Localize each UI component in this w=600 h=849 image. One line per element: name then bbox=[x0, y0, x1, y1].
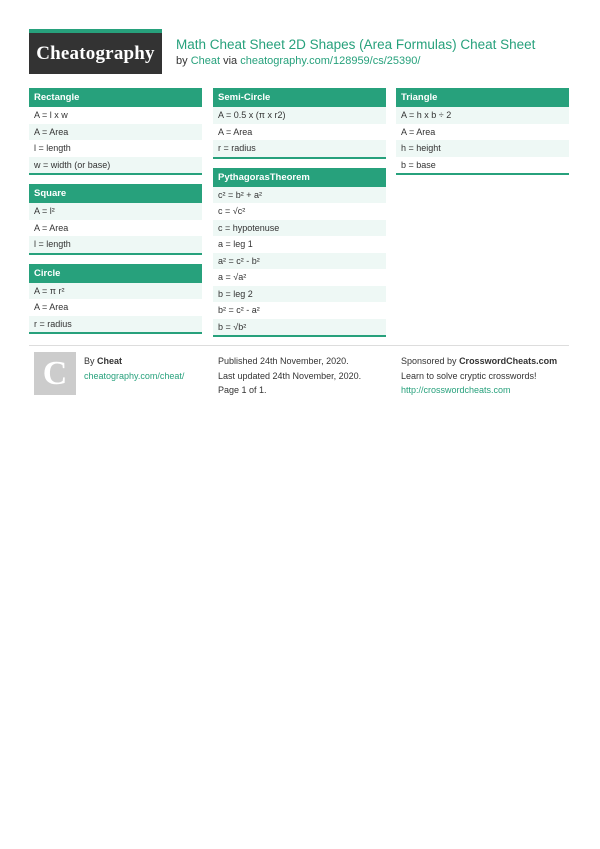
column-3 bbox=[396, 88, 569, 184]
section-circle bbox=[29, 264, 202, 335]
sheet-url-link[interactable]: cheatography.com/128959/cs/25390/ bbox=[240, 55, 421, 67]
formula-row: a = √a² bbox=[218, 272, 247, 282]
formula-row: h = height bbox=[396, 140, 569, 157]
section-triangle bbox=[396, 88, 569, 175]
formula-row: A = 0.5 x (π x r2) bbox=[213, 107, 386, 124]
sponsor-name: CrosswordCheats.com bbox=[459, 356, 558, 366]
section-title: Rectangle bbox=[29, 88, 202, 107]
updated-date: Last updated 24th November, 2020. bbox=[218, 370, 362, 381]
footer-dates bbox=[218, 354, 361, 398]
by-label: by bbox=[176, 55, 188, 67]
formula-row: w = width (or base) bbox=[29, 157, 202, 174]
via-label: via bbox=[223, 55, 238, 67]
formula-row: A = Area bbox=[34, 222, 69, 233]
formula-row: c = hypotenuse bbox=[213, 220, 386, 237]
sponsored-label: Sponsored by bbox=[401, 356, 457, 366]
formula-row: b² = c² - a² bbox=[218, 305, 260, 315]
column-2 bbox=[213, 88, 386, 346]
column-1 bbox=[29, 88, 202, 343]
section-semi-circle bbox=[213, 88, 386, 159]
published-date: Published 24th November, 2020. bbox=[218, 356, 349, 366]
formula-row: b = √b² bbox=[213, 319, 386, 336]
section-square bbox=[29, 184, 202, 255]
sheet-title[interactable]: Math Cheat Sheet 2D Shapes (Area Formulas) Cheat Sheet bbox=[176, 37, 536, 52]
page-number: Page 1 of 1. bbox=[218, 385, 267, 395]
formula-row: b = base bbox=[401, 159, 436, 170]
formula-row: A = l x w bbox=[34, 110, 68, 120]
section-rectangle bbox=[29, 88, 202, 175]
footer-sponsor bbox=[401, 354, 557, 398]
formula-row: c = √c² bbox=[218, 206, 246, 216]
section-title: Circle bbox=[29, 264, 202, 283]
formula-row: c² = b² + a² bbox=[213, 187, 386, 204]
formula-row: A = h x b ÷ 2 bbox=[396, 107, 569, 124]
logo-text: Cheatography bbox=[36, 42, 155, 64]
formula-row: l = length bbox=[34, 143, 71, 153]
formula-row: A = Area bbox=[218, 126, 253, 137]
author-link[interactable]: Cheat bbox=[190, 55, 221, 67]
formula-row: b = leg 2 bbox=[213, 286, 386, 303]
section-title: PythagorasTheorem bbox=[213, 168, 386, 187]
formula-row: a = leg 1 bbox=[218, 239, 253, 249]
formula-row: r = radius bbox=[213, 140, 386, 157]
sponsor-tagline: Learn to solve cryptic crosswords! bbox=[401, 370, 537, 381]
footer-by-label: By bbox=[84, 356, 95, 366]
footer-author-link[interactable]: cheatography.com/cheat/ bbox=[84, 370, 185, 381]
section-pythagoras-theorem bbox=[213, 168, 386, 338]
formula-row: A = π r² bbox=[29, 283, 202, 300]
formula-row: l = length bbox=[29, 236, 202, 253]
author-avatar[interactable] bbox=[34, 352, 76, 395]
footer bbox=[29, 345, 569, 395]
formula-row: A = l² bbox=[29, 203, 202, 220]
sponsor-link[interactable]: http://crosswordcheats.com bbox=[401, 385, 511, 395]
formula-row: r = radius bbox=[29, 316, 202, 333]
avatar-letter: C bbox=[42, 354, 68, 392]
byline bbox=[176, 55, 420, 67]
cheatography-logo[interactable] bbox=[29, 29, 162, 74]
section-title: Triangle bbox=[396, 88, 569, 107]
section-title: Square bbox=[29, 184, 202, 203]
formula-row: A = Area bbox=[401, 126, 436, 137]
footer-author-name: Cheat bbox=[97, 356, 123, 366]
formula-row: a² = c² - b² bbox=[213, 253, 386, 270]
formula-row: A = Area bbox=[34, 302, 69, 312]
footer-author bbox=[84, 354, 184, 383]
section-title: Semi-Circle bbox=[213, 88, 386, 107]
formula-row: A = Area bbox=[29, 124, 202, 141]
